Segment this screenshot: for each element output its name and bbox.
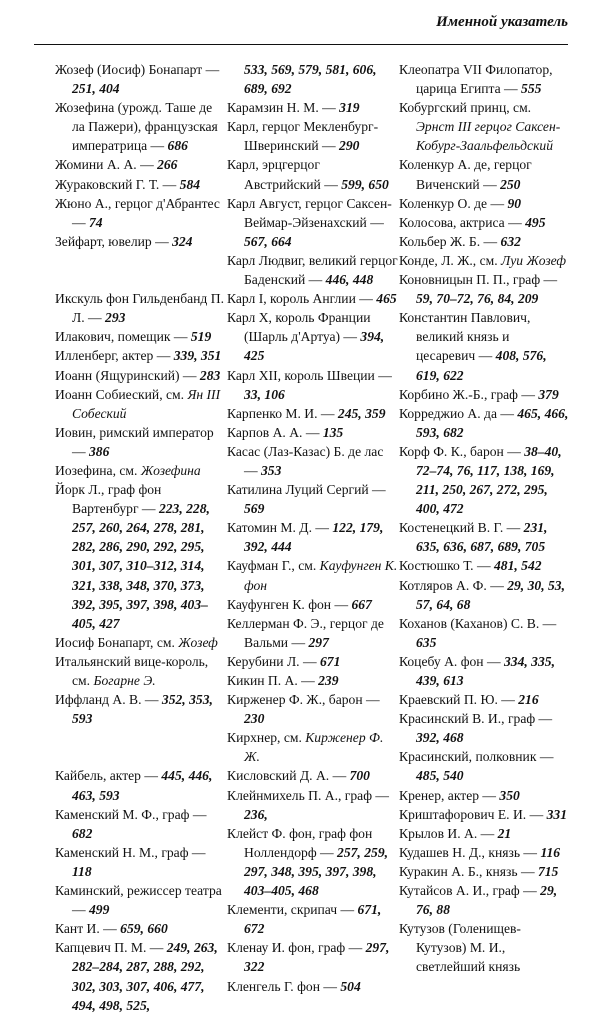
index-entry xyxy=(227,155,399,193)
entry-pages: 555 xyxy=(521,81,542,97)
entry-name: Иоанн Собиеский, см. xyxy=(55,386,188,402)
entry-pages: 29, 76, 88 xyxy=(416,883,558,918)
entry-pages: 135 xyxy=(322,424,344,440)
entry-name: Йорк Л., граф фон Вартенбург — xyxy=(55,482,162,517)
entry-pages: 504 xyxy=(340,978,361,994)
entry-pages: 379 xyxy=(538,386,559,402)
entry-pages: 231, 635, 636, 687, 689, 705 xyxy=(416,520,548,555)
entry-name: Иоанн (Ящуринский) — xyxy=(55,367,200,383)
running-header: Именной указатель xyxy=(436,14,568,30)
entry-pages: 29, 30, 53, 57, 64, 68 xyxy=(416,577,565,612)
entry-pages: 239 xyxy=(318,673,339,688)
index-entry xyxy=(227,900,399,938)
index-entry xyxy=(399,690,571,709)
entry-pages: 245, 359 xyxy=(337,405,386,421)
index-entry xyxy=(227,194,399,251)
index-entry xyxy=(55,919,227,938)
entry-pages: 465, 466, 593, 682 xyxy=(416,405,569,440)
entry-name: Корбино Ж.-Б., граф — xyxy=(399,386,539,402)
entry-name: Колосова, актриса — xyxy=(399,214,526,230)
entry-name: Катомин М. Д. — xyxy=(227,520,333,536)
entry-name: Кикин П. А. — xyxy=(227,673,319,688)
entry-name: Корф Ф. К., барон — xyxy=(399,443,525,459)
entry-pages: 392, 468 xyxy=(416,730,464,746)
entry-pages: 290 xyxy=(339,138,360,154)
index-entry xyxy=(399,824,571,843)
index-entry xyxy=(399,614,571,652)
entry-pages: 90 xyxy=(507,195,522,211)
index-entry xyxy=(55,232,227,251)
entry-name: Клейнмихель П. А., граф — xyxy=(227,787,390,803)
index-entry xyxy=(55,938,227,1014)
entry-name: Икскуль фон Гильденбанд П. Л. — xyxy=(55,291,224,326)
entry-cross-reference: Луи Жозеф xyxy=(501,252,567,268)
entry-pages: 567, 664 xyxy=(244,233,292,249)
entry-pages: 519 xyxy=(190,329,212,345)
entry-name: Карл Людвиг, великий герцог Баденский — xyxy=(227,252,398,288)
entry-pages: 38–40, 72–74, 76, 117, 138, 169, 211, 250, 267, 272, 295, 400, 472 xyxy=(416,443,562,517)
entry-pages: 251, 404 xyxy=(72,81,120,97)
index-entry xyxy=(227,98,399,117)
entry-name: Константин Павлович, великий князь и цесаревич — xyxy=(399,310,531,364)
entry-pages: 223, 228, 257, 260, 264, 278, 281, 282, 286, 290, 292, 295, 301, 307, 310–312, 314, 321, 338, 348, 370, 373, 392, 395, 397, 398, 403–405, 427 xyxy=(72,501,210,631)
entry-name: Жозефина (урожд. Таше де ла Пажери), французская императрица — xyxy=(55,100,218,154)
entry-pages: 293 xyxy=(105,310,126,326)
index-entry xyxy=(399,862,571,881)
entry-name: Зейфарт, ювелир — xyxy=(55,233,173,249)
entry-pages: 599, 650 xyxy=(341,176,389,192)
index-entry xyxy=(55,690,227,728)
entry-pages: 671, 672 xyxy=(244,902,382,937)
entry-pages: 499 xyxy=(89,902,110,918)
entry-name: Касас (Лаз-Казас) Б. де лас — xyxy=(227,443,384,478)
index-entry xyxy=(55,366,227,385)
entry-pages: 394, 425 xyxy=(244,329,385,364)
index-entry xyxy=(399,194,571,213)
entry-pages: 465 xyxy=(376,291,397,307)
entry-pages: 446, 448 xyxy=(325,272,374,288)
entry-name: Карпенко М. И. — xyxy=(227,405,338,421)
entry-pages: 283 xyxy=(199,367,221,383)
entry-pages: 353 xyxy=(261,462,282,478)
entry-name: Катилина Луций Сергий — xyxy=(227,482,386,498)
entry-name: Карл Август, герцог Саксен-Веймар-Эйзенахский — xyxy=(227,195,392,230)
index-entry xyxy=(399,232,571,251)
entry-name: Иовин, римский император — xyxy=(55,424,214,459)
index-entry xyxy=(227,614,399,652)
section-spacer xyxy=(55,728,227,766)
entry-pages: 21 xyxy=(497,825,512,841)
index-entry xyxy=(227,671,399,690)
entry-name: Карл I, король Англии — xyxy=(227,291,377,307)
index-entry xyxy=(399,709,571,747)
entry-pages: 319 xyxy=(339,100,360,116)
entry-pages: 334, 335, 439, 613 xyxy=(416,653,555,688)
index-entry xyxy=(55,480,227,633)
entry-pages: 533, 569, 579, 581, 606, 689, 692 xyxy=(244,62,377,97)
index-entry xyxy=(399,652,571,690)
entry-name: Жомини А. А. — xyxy=(55,157,158,173)
entry-pages: 74 xyxy=(89,214,103,230)
index-entry xyxy=(399,805,571,824)
entry-pages: 495 xyxy=(525,214,546,230)
index-entry xyxy=(399,881,571,919)
entry-name: Иозефина, см. xyxy=(55,462,141,478)
section-spacer xyxy=(55,251,227,289)
entry-pages: 386 xyxy=(89,443,110,459)
entry-cross-reference: Богарне Э. xyxy=(93,673,156,688)
entry-pages: 331 xyxy=(546,806,567,822)
entry-name: Кирхнер, см. xyxy=(227,730,306,746)
entry-name: Итальянский вице-король, см. xyxy=(55,653,209,688)
entry-name: Коленкур А. де, герцог Виченский — xyxy=(399,157,532,192)
index-entry xyxy=(227,824,399,900)
entry-pages: 266 xyxy=(157,157,178,173)
entry-name: Кайбель, актер — xyxy=(55,768,162,784)
entry-name: Клейст Ф. фон, граф фон Ноллендорф — xyxy=(227,825,373,860)
entry-name: Крылов И. А. — xyxy=(399,825,498,841)
index-entry xyxy=(227,251,399,289)
entry-pages: 350 xyxy=(499,787,520,803)
index-entry xyxy=(227,977,399,996)
index-entry xyxy=(399,747,571,785)
index-entry xyxy=(55,633,227,652)
entry-name: Костенецкий В. Г. — xyxy=(399,520,524,536)
entry-cross-reference: Кирженер Ф. Ж. xyxy=(244,730,384,765)
index-entry xyxy=(227,289,399,308)
entry-pages: 408, 576, 619, 622 xyxy=(416,348,547,383)
entry-pages: 297, 322 xyxy=(244,940,390,975)
index-entry xyxy=(55,175,227,194)
index-entry xyxy=(55,327,227,346)
entry-name: Иосиф Бонапарт, см. xyxy=(55,634,179,650)
index-entry xyxy=(399,843,571,862)
index-entry xyxy=(55,461,227,480)
entry-name: Красинский В. И., граф — xyxy=(399,711,553,727)
entry-pages: 682 xyxy=(72,825,93,841)
entry-name: Каминский, режиссер театра — xyxy=(55,883,222,918)
entry-name: Клементи, скрипач — xyxy=(227,902,358,918)
index-entry xyxy=(399,404,571,442)
index-entry xyxy=(55,98,227,155)
entry-pages: 485, 540 xyxy=(416,768,464,784)
entry-name: Костюшко Т. — xyxy=(399,558,494,574)
index-entry xyxy=(227,480,399,518)
entry-name: Кобургский принц, см. xyxy=(399,100,532,116)
index-entry xyxy=(55,346,227,365)
entry-name: Жураковский Г. Т. — xyxy=(55,176,180,192)
entry-pages: 116 xyxy=(540,844,561,860)
entry-name: Кауфман Г., см. xyxy=(227,558,320,574)
index-column-3 xyxy=(399,60,571,977)
index-entry xyxy=(399,60,571,98)
entry-name: Карл, эрцгерцог Австрийский — xyxy=(227,157,342,192)
entry-pages: 249, 263, 282–284, 287, 288, 292, 302, 303, 307, 406, 477, 494, 498, 525, xyxy=(72,940,218,1013)
index-entry xyxy=(227,595,399,614)
index-entry xyxy=(227,690,399,728)
index-entry xyxy=(399,213,571,232)
index-entry xyxy=(227,652,399,671)
index-entry xyxy=(399,251,571,270)
entry-pages: 339, 351 xyxy=(173,348,222,364)
entry-pages: 584 xyxy=(179,176,201,192)
index-entry xyxy=(399,919,571,976)
entry-name: Керубини Л. — xyxy=(227,653,320,669)
index-entry xyxy=(227,404,399,423)
entry-name: Коцебу А. фон — xyxy=(399,653,504,669)
entry-name: Красинский, полковник — xyxy=(399,749,554,765)
index-entry xyxy=(55,155,227,174)
entry-name: Кленау И. фон, граф — xyxy=(227,940,366,956)
index-entry xyxy=(227,938,399,976)
index-entry xyxy=(399,98,571,155)
entry-name: Корреджио А. да — xyxy=(399,405,518,421)
entry-pages: 216 xyxy=(518,692,539,708)
entry-name: Капцевич П. М. — xyxy=(55,940,167,956)
index-entry xyxy=(399,270,571,308)
entry-name: Кутузов (Голенищев-Кутузов) М. И., светлейший князь xyxy=(399,921,521,975)
entry-name: Каменский М. Ф., граф — xyxy=(55,806,207,822)
index-entry xyxy=(55,766,227,804)
entry-pages: 236, xyxy=(244,806,268,822)
entry-name: Жозеф (Иосиф) Бонапарт — xyxy=(55,62,220,77)
index-column-1 xyxy=(55,60,227,1015)
entry-name: Коленкур О. де — xyxy=(399,195,508,211)
entry-name: Кленгель Г. фон — xyxy=(227,978,341,994)
index-entry xyxy=(55,289,227,327)
entry-name: Кутайсов А. И., граф — xyxy=(399,883,541,899)
entry-name: Кауфунген К. фон — xyxy=(227,596,352,612)
index-entry xyxy=(227,442,399,480)
index-entry xyxy=(227,366,399,404)
entry-pages: 297 xyxy=(308,634,329,650)
entry-pages: 686 xyxy=(167,138,188,154)
index-entry xyxy=(55,385,227,423)
entry-pages: 481, 542 xyxy=(493,558,542,574)
entry-name: Келлерман Ф. Э., герцог де Вальми — xyxy=(227,615,384,650)
entry-pages: 352, 353, 593 xyxy=(72,692,213,727)
entry-pages: 230 xyxy=(244,711,265,727)
index-column-2 xyxy=(227,60,399,996)
entry-name: Иффланд А. В. — xyxy=(55,692,162,708)
entry-name: Кудашев Н. Д., князь — xyxy=(399,844,541,860)
index-entry xyxy=(227,117,399,155)
index-entry xyxy=(55,881,227,919)
entry-pages: 635 xyxy=(416,634,437,650)
entry-name: Кисловский Д. А. — xyxy=(227,768,350,784)
entry-name: Илакович, помещик — xyxy=(55,329,191,345)
index-entry xyxy=(227,786,399,824)
index-entry xyxy=(227,556,399,594)
entry-name: Жюно А., герцог д'Абрантес — xyxy=(55,195,220,230)
index-entry xyxy=(399,155,571,193)
index-entry xyxy=(227,308,399,365)
entry-name: Куракин А. Б., князь — xyxy=(399,863,538,879)
entry-pages: 118 xyxy=(72,863,92,879)
entry-name: Карпов А. А. — xyxy=(227,424,323,440)
entry-pages: 667 xyxy=(351,596,372,612)
entry-name: Карл X, король Франции (Шарль д'Артуа) — xyxy=(227,310,371,345)
entry-name: Каменский Н. М., граф — xyxy=(55,844,206,860)
entry-name: Кренер, актер — xyxy=(399,787,500,803)
entry-pages: 250 xyxy=(500,176,521,192)
index-entry xyxy=(55,652,227,690)
entry-name: Карл, герцог Мекленбург-Шверинский — xyxy=(227,119,379,154)
entry-name: Коханов (Каханов) С. В. — xyxy=(399,615,557,631)
entry-pages: 569 xyxy=(244,501,265,517)
index-entry xyxy=(399,518,571,556)
index-entry xyxy=(55,423,227,461)
index-entry xyxy=(55,843,227,881)
index-entry xyxy=(399,385,571,404)
entry-name: Кант И. — xyxy=(55,921,121,937)
entry-pages: 59, 70–72, 76, 84, 209 xyxy=(416,291,539,307)
header-rule xyxy=(34,44,568,45)
index-entry xyxy=(227,423,399,442)
entry-pages: 324 xyxy=(172,233,193,249)
entry-pages: 671 xyxy=(319,653,341,669)
entry-pages: 122, 179, 392, 444 xyxy=(244,520,384,555)
index-entry xyxy=(399,442,571,518)
entry-name: Кольбер Ж. Б. — xyxy=(399,233,501,249)
index-entry xyxy=(399,556,571,575)
entry-name: Коновницын П. П., граф — xyxy=(399,272,558,288)
entry-pages: 715 xyxy=(537,863,559,879)
entry-cross-reference: Кауфунген К. фон xyxy=(244,558,398,593)
index-entry xyxy=(55,194,227,232)
entry-name: Карл XII, король Швеции — xyxy=(227,367,392,383)
index-entry xyxy=(399,786,571,805)
entry-pages: 659, 660 xyxy=(120,921,168,937)
entry-name: Конде, Л. Ж., см. xyxy=(399,252,502,268)
index-entry xyxy=(399,576,571,614)
entry-name: Котляров А. Ф. — xyxy=(399,577,508,593)
entry-pages: 257, 259, 297, 348, 395, 397, 398, 403–405, 468 xyxy=(244,844,389,899)
index-entry-continuation xyxy=(227,60,399,98)
entry-cross-reference: Эрнст III герцог Саксен-Кобург-Заальфельдский xyxy=(416,119,561,154)
entry-pages: 445, 446, 463, 593 xyxy=(72,768,213,803)
index-entry xyxy=(227,766,399,785)
entry-pages: 700 xyxy=(349,768,370,784)
entry-name: Краевский П. Ю. — xyxy=(399,692,519,708)
entry-cross-reference: Жозеф xyxy=(178,634,218,650)
entry-name: Клеопатра VII Филопатор, царица Египта — xyxy=(399,62,553,97)
entry-pages: 33, 106 xyxy=(244,386,285,402)
index-entry xyxy=(227,728,399,766)
entry-name: Криштафорович Е. И. — xyxy=(399,806,547,822)
entry-pages: 632 xyxy=(500,233,521,249)
entry-name: Илленберг, актер — xyxy=(55,348,174,364)
entry-cross-reference: Жозефина xyxy=(140,462,201,478)
index-entry xyxy=(55,805,227,843)
index-entry xyxy=(399,308,571,384)
entry-name: Карамзин Н. М. — xyxy=(227,100,340,116)
index-entry xyxy=(55,60,227,98)
entry-name: Кирженер Ф. Ж., барон — xyxy=(227,692,380,708)
entry-cross-reference: Ян III Собеский xyxy=(72,386,221,421)
index-entry xyxy=(227,518,399,556)
